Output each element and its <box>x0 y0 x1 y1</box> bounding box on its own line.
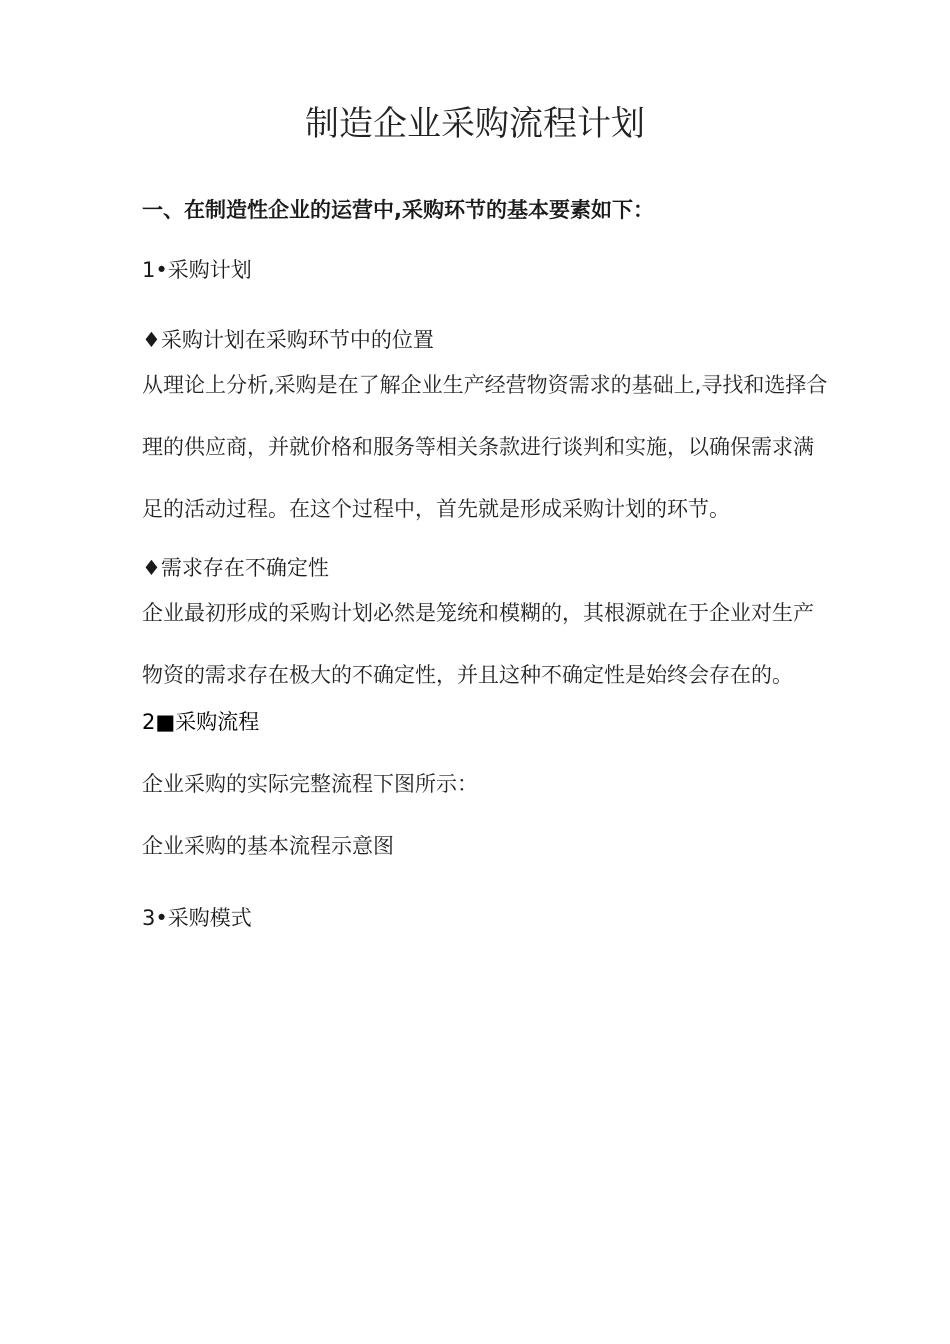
paragraph-demand-uncertainty: 企业最初形成的采购计划必然是笼统和模糊的，其根源就在于企业对生产物资的需求存在极大的不确定性，并且这种不确定性是始终会存在的。 <box>142 601 814 687</box>
section-heading-1: 一、在制造性企业的运营中,采购环节的基本要素如下： <box>142 198 654 222</box>
item-heading-purchase-plan: 1•采购计划 <box>142 258 252 282</box>
item-heading-purchase-mode: 3•采购模式 <box>142 906 252 930</box>
item-heading-purchase-process: 2■采购流程 <box>142 710 260 734</box>
document-title: 制造企业采购流程计划 <box>305 104 645 144</box>
subheading-plan-position: ♦采购计划在采购环节中的位置 <box>142 328 434 352</box>
paragraph-purchase-process: 企业采购的实际完整流程下图所示： <box>142 772 478 796</box>
subheading-demand-uncertainty: ♦需求存在不确定性 <box>142 556 329 580</box>
document-body <box>142 194 832 934</box>
figure-caption: 企业采购的基本流程示意图 <box>142 834 394 858</box>
paragraph-plan-position: 从理论上分析,采购是在了解企业生产经营物资需求的基础上,寻找和选择合理的供应商，并就价格和服务等相关条款进行谈判和实施，以确保需求满足的活动过程。在这个过程中，首先就是形成采购计划的环节。 <box>142 373 828 521</box>
